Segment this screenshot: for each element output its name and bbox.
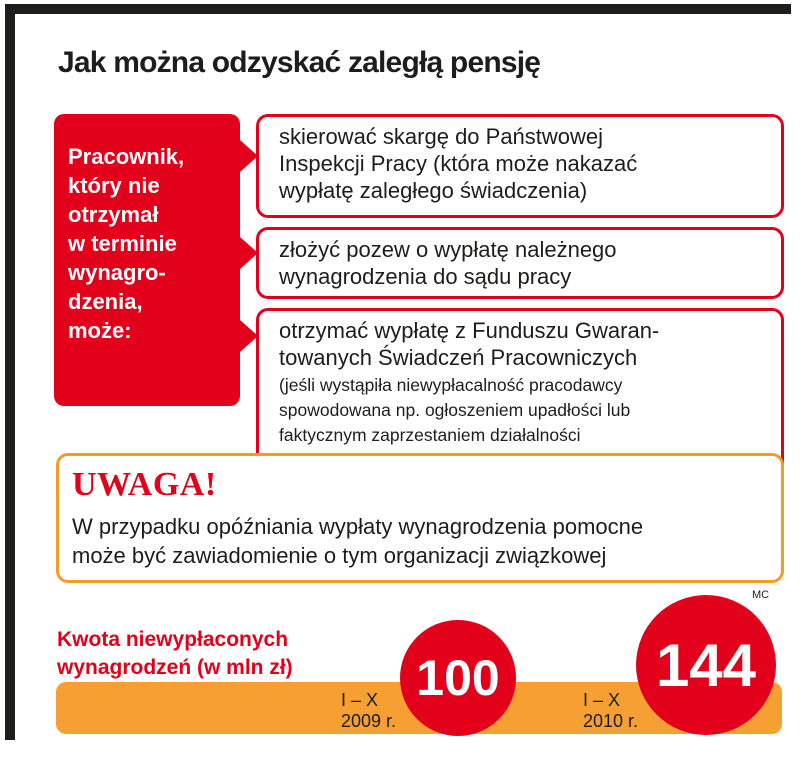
value-bubble-2009 (400, 620, 517, 737)
credit-label: MC (752, 589, 770, 601)
value-bubble-2010 (636, 595, 776, 735)
option-box-1 (256, 114, 784, 218)
category-label-2009: I – X 2009 r. (341, 690, 397, 731)
worker-box-text: Pracownik, który nie otrzymał w terminie wynagro- dzenia, może: (68, 144, 185, 343)
chart-title: Kwota niewypłaconych wynagrodzeń (w mln zł) (57, 628, 293, 679)
option-3-note: (jeśli wystąpiła niewypłacalność pracodawcy spowodowana np. ogłoszeniem upadłości lub faktycznym zaprzestaniem działalności (279, 375, 631, 445)
value-label-2010: 144 (655, 631, 757, 699)
option-box-2 (256, 227, 784, 299)
option-1-text: skierować skargę do Państwowej Inspekcji Pracy (która może nakazać wypłatę zaległego świadczenia) (279, 124, 638, 203)
infographic-title: Jak można odzyskać zaległą pensję (58, 46, 541, 79)
frame-left-border (5, 4, 15, 740)
uwaga-title: UWAGA! (72, 466, 217, 503)
frame-top-border (5, 4, 791, 14)
value-label-2009: 100 (416, 649, 500, 706)
option-3-text: otrzymać wypłatę z Funduszu Gwaran- towanych Świadczeń Pracowniczych (279, 318, 660, 370)
option-2-text: złożyć pozew o wypłatę należnego wynagrodzenia do sądu pracy (279, 237, 617, 289)
category-label-2010: I – X 2010 r. (583, 690, 639, 731)
uwaga-text: W przypadku opóźniania wypłaty wynagrodzenia pomocne może być zawiadomienie o tym organizacji związkowej (72, 514, 644, 568)
